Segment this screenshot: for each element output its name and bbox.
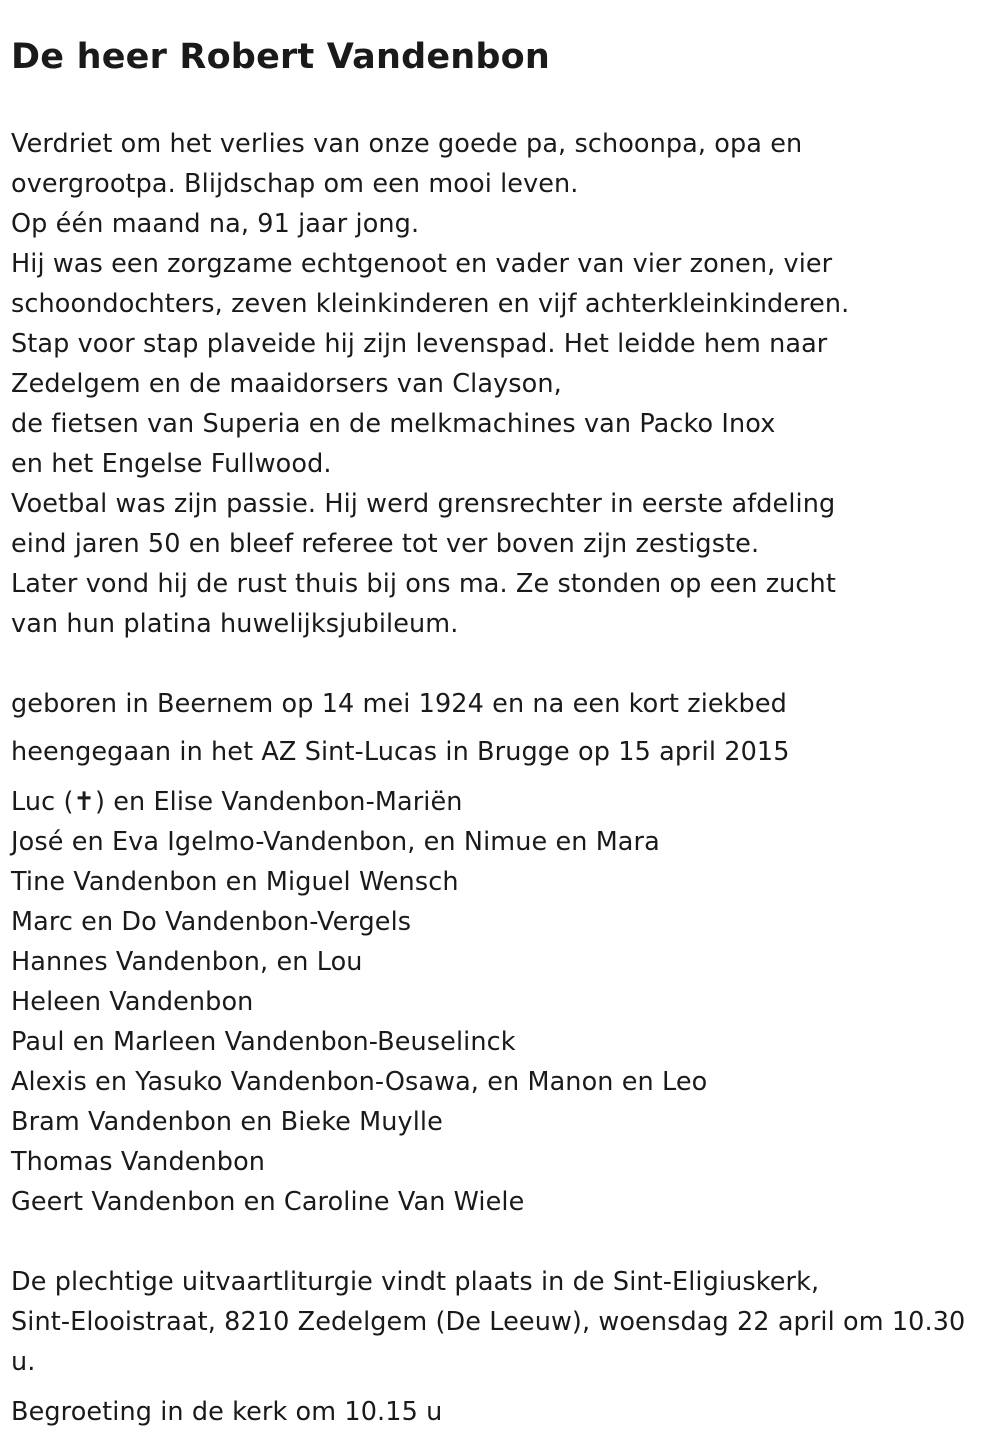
family-member: Paul en Marleen Vandenbon-Beuselinck <box>11 1027 516 1057</box>
intro-text <box>11 124 1000 644</box>
funeral-line: De plechtige uitvaartliturgie vindt plaats in de Sint-Eligiuskerk, <box>11 1267 820 1297</box>
family-member: Hannes Vandenbon, en Lou <box>11 947 363 977</box>
family-member: Thomas Vandenbon <box>11 1147 266 1177</box>
intro-line: de fietsen van Superia en de melkmachines van Packo Inox <box>11 409 776 439</box>
family-list <box>11 782 1000 1222</box>
intro-line: Later vond hij de rust thuis bij ons ma. Ze stonden op een zucht <box>11 569 836 599</box>
intro-line: Verdriet om het verlies van onze goede pa, schoonpa, opa en <box>11 129 803 159</box>
intro-line: overgrootpa. Blijdschap om een mooi leven. <box>11 169 579 199</box>
intro-line: eind jaren 50 en bleef referee tot ver boven zijn zestigste. <box>11 529 760 559</box>
family-member: Alexis en Yasuko Vandenbon-Osawa, en Manon en Leo <box>11 1067 708 1097</box>
intro-line: en het Engelse Fullwood. <box>11 449 332 479</box>
family-member: José en Eva Igelmo-Vandenbon, en Nimue en Mara <box>11 827 660 857</box>
family-member: Geert Vandenbon en Caroline Van Wiele <box>11 1187 525 1217</box>
intro-line: Zedelgem en de maaidorsers van Clayson, <box>11 369 562 399</box>
intro-line: Op één maand na, 91 jaar jong. <box>11 209 420 239</box>
greeting-info: Begroeting in de kerk om 10.15 u <box>11 1397 443 1427</box>
family-member: Luc (✝) en Elise Vandenbon-Mariën <box>11 787 463 817</box>
intro-line: Hij was een zorgzame echtgenoot en vader van vier zonen, vier <box>11 249 833 279</box>
intro-line: Stap voor stap plaveide hij zijn levenspad. Het leidde hem naar <box>11 329 828 359</box>
family-member: Tine Vandenbon en Miguel Wensch <box>11 867 459 897</box>
funeral-line: u. <box>11 1347 36 1377</box>
birth-death-info <box>11 684 1000 772</box>
death-line: heengegaan in het AZ Sint-Lucas in Brugge op 15 april 2015 <box>11 737 790 767</box>
birth-line: geboren in Beernem op 14 mei 1924 en na een kort ziekbed <box>11 689 787 719</box>
funeral-info <box>11 1262 1000 1382</box>
family-member: Bram Vandenbon en Bieke Muylle <box>11 1107 443 1137</box>
family-member: Heleen Vandenbon <box>11 987 254 1017</box>
funeral-line: Sint-Elooistraat, 8210 Zedelgem (De Leeuw), woensdag 22 april om 10.30 <box>11 1307 966 1337</box>
intro-line: van hun platina huwelijksjubileum. <box>11 609 459 639</box>
page-title: De heer Robert Vandenbon <box>11 37 551 77</box>
intro-line: schoondochters, zeven kleinkinderen en vijf achterkleinkinderen. <box>11 289 850 319</box>
intro-line: Voetbal was zijn passie. Hij werd grensrechter in eerste afdeling <box>11 489 836 519</box>
family-member: Marc en Do Vandenbon-Vergels <box>11 907 412 937</box>
